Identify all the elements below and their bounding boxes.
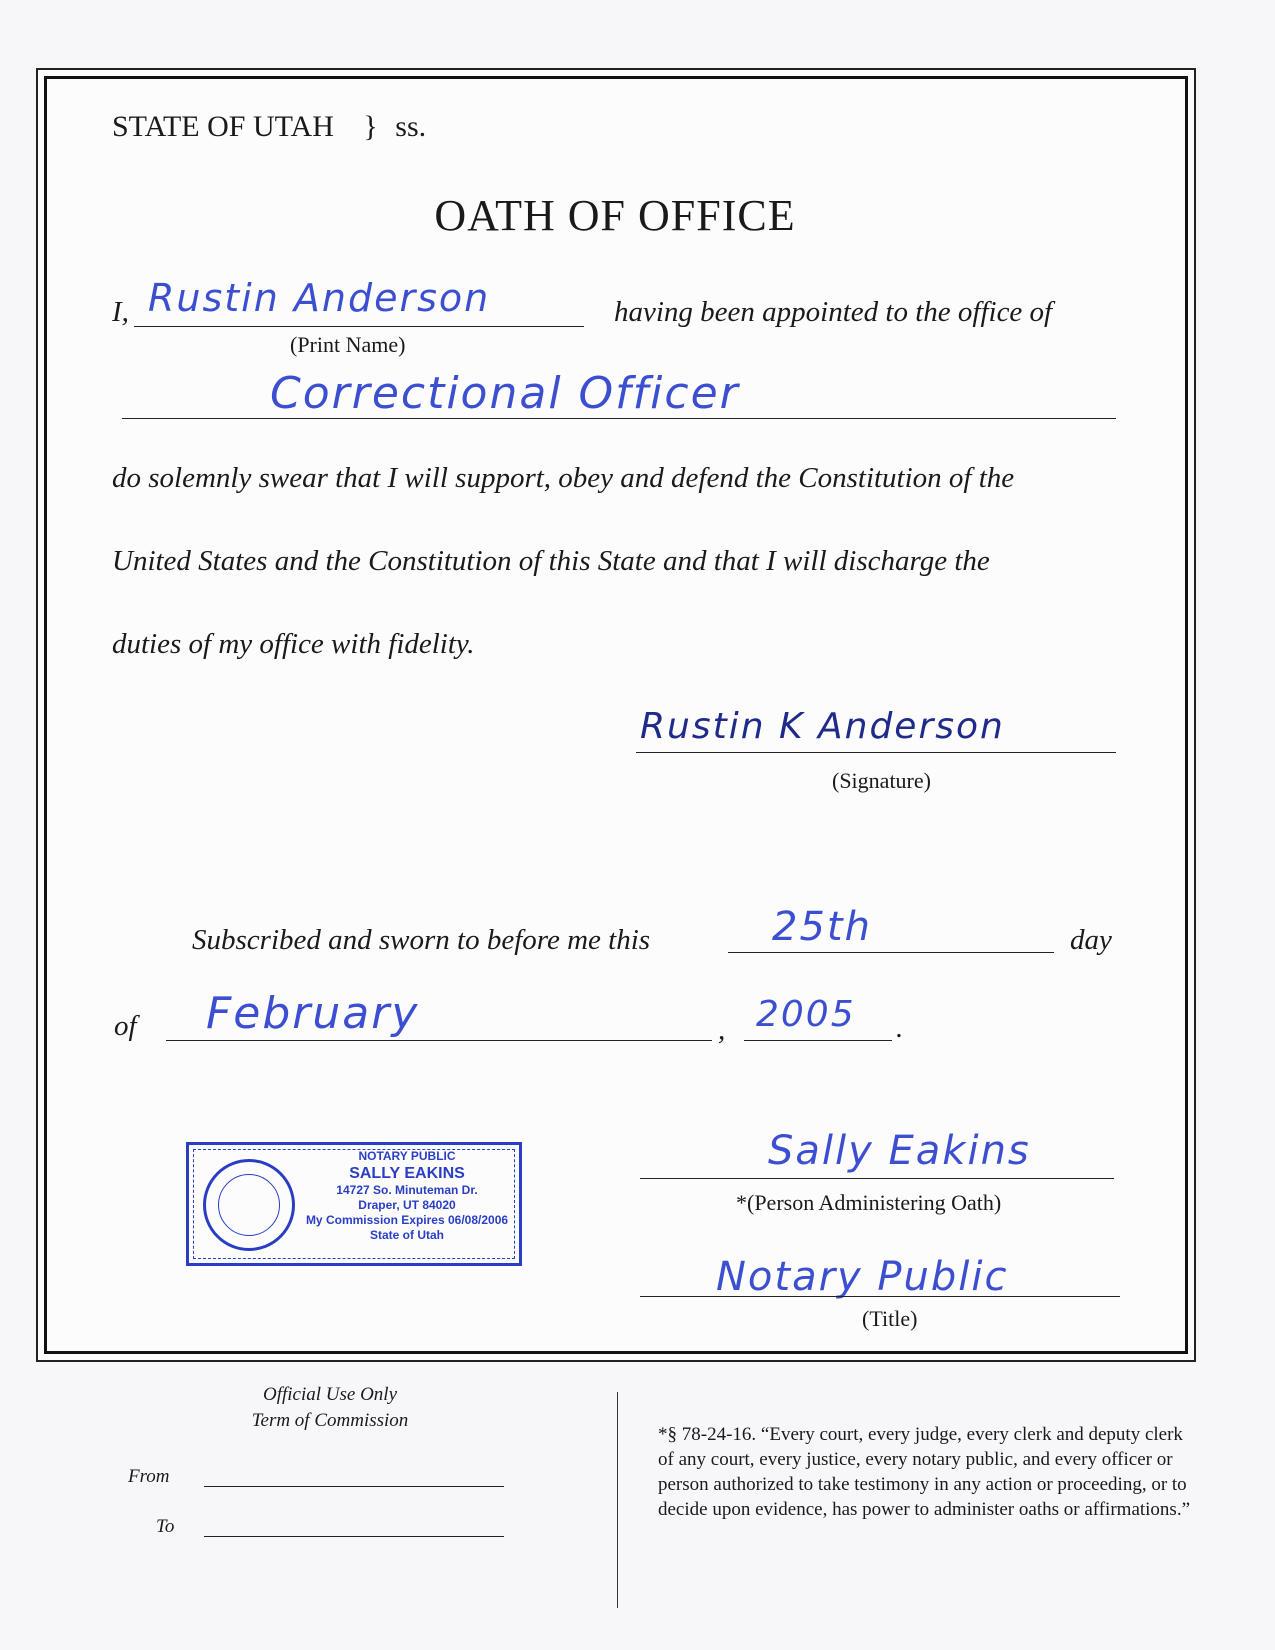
signature-caption: (Signature) [832,768,931,793]
stamp-line-3: 14727 So. Minuteman Dr. [336,1183,478,1197]
sworn-prefix: Subscribed and sworn to before me this [192,924,651,956]
stamp-line-4: Draper, UT 84020 [358,1198,456,1212]
office-handwritten: Correctional Officer [270,368,740,419]
footer-divider [617,1392,618,1608]
stamp-line-5: My Commission Expires 06/08/2006 [305,1213,509,1227]
office-line [122,418,1116,419]
print-name-caption: (Print Name) [290,332,406,357]
period: . [896,1012,904,1044]
seal-center [218,1174,280,1236]
day-line [728,952,1054,953]
month-line [166,1040,712,1041]
comma: , [718,1014,726,1046]
i-prefix: I, [112,296,129,328]
year-handwritten: 2005 [756,994,856,1035]
brace: } [363,110,378,143]
state-seal-icon [203,1159,295,1251]
oath-line-1: do solemnly swear that I will support, obey and defend the Constitution of the [112,462,1015,494]
state-heading [112,110,426,144]
administrator-signature: Sally Eakins [768,1128,1031,1174]
page-title: OATH OF OFFICE [434,191,796,240]
oath-line-2: United States and the Constitution of this State and that I will discharge the [112,545,990,577]
day-word: day [1070,924,1112,956]
title-line [640,1296,1120,1297]
state-label: STATE OF UTAH [112,110,334,143]
appointed-text: having been appointed to the office of [614,296,1053,328]
stamp-line-1: NOTARY PUBLIC [358,1149,456,1163]
statute-text: *§ 78-24-16. “Every court, every judge, every clerk and deputy clerk of any court, every justice, every notary public, and every officer or person authorized to take testimony in any action or proceeding, or to decide upon evidence, has power to administer oaths or affirmations.” [658,1424,1191,1520]
to-line [204,1536,504,1537]
official-use-label: Official Use Only [262,1384,398,1405]
title-caption: (Title) [862,1306,918,1331]
day-handwritten: 25th [772,904,872,950]
stamp-line-6: State of Utah [369,1228,444,1242]
of-word: of [114,1010,137,1042]
from-label: From [128,1466,170,1487]
title-handwritten: Notary Public [716,1254,1009,1300]
from-line [204,1486,504,1487]
month-handwritten: February [206,988,420,1039]
name-handwritten: Rustin Anderson [148,276,491,320]
term-of-commission-label: Term of Commission [251,1410,409,1431]
name-line [134,326,584,327]
year-line [744,1040,892,1041]
administrator-caption: *(Person Administering Oath) [736,1190,1002,1215]
administrator-line [640,1178,1114,1179]
signature-handwritten: Rustin K Anderson [640,706,1005,747]
to-label: To [156,1516,175,1537]
notary-stamp [186,1142,522,1266]
stamp-line-2: SALLY EAKINS [349,1165,465,1182]
ss-label: ss. [395,110,427,143]
oath-line-3: duties of my office with fidelity. [112,628,475,660]
signature-line [636,752,1116,753]
stamp-text [301,1149,513,1243]
